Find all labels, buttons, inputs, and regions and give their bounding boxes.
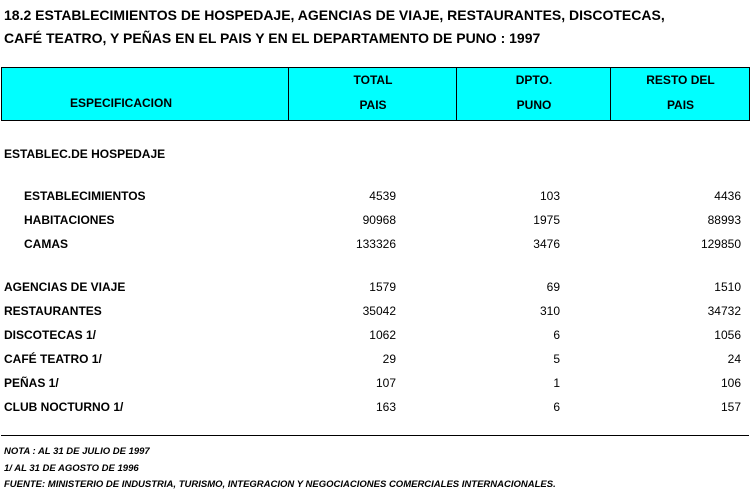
header-especificacion-label: ESPECIFICACION	[70, 96, 173, 110]
table-row	[0, 376, 752, 394]
cell-total: 1579	[369, 280, 396, 294]
header-dpto-line1: DPTO.	[515, 73, 553, 87]
table-header	[1, 67, 750, 121]
cell-puno: 103	[539, 189, 560, 203]
table-row	[0, 280, 752, 298]
table-title-line-2: CAFÉ TEATRO, Y PEÑAS EN EL PAIS Y EN EL DEPARTAMENTO DE PUNO : 1997	[4, 30, 541, 46]
cell-resto: 1056	[714, 328, 741, 342]
cell-resto: 88993	[707, 213, 741, 227]
row-label: DISCOTECAS 1/	[4, 328, 97, 342]
cell-total: 1062	[369, 328, 396, 342]
table-title-line-1: 18.2 ESTABLECIMIENTOS DE HOSPEDAJE, AGENCIAS DE VIAJE, RESTAURANTES, DISCOTECAS,	[4, 7, 665, 23]
cell-resto: 24	[727, 352, 741, 366]
header-resto-line1: RESTO DEL	[646, 73, 715, 87]
cell-puno: 69	[546, 280, 560, 294]
header-total-pais	[288, 68, 457, 120]
header-resto-line2: PAIS	[666, 98, 695, 112]
cell-total: 163	[375, 400, 396, 414]
table-bottom-rule	[1, 435, 749, 436]
table-row	[0, 328, 752, 346]
note-source: FUENTE: MINISTERIO DE INDUSTRIA, TURISMO, INTEGRACION Y NEGOCIACIONES COMERCIALES INTERNACIONALES.	[4, 479, 556, 490]
cell-puno: 6	[553, 400, 560, 414]
note-reference: 1/ AL 31 DE AGOSTO DE 1996	[4, 463, 139, 474]
cell-puno: 6	[553, 328, 560, 342]
header-dpto-puno	[456, 68, 611, 120]
row-label: AGENCIAS DE VIAJE	[4, 280, 126, 294]
table-row	[0, 237, 752, 255]
cell-resto: 4436	[714, 189, 741, 203]
header-resto-pais	[610, 68, 750, 120]
table-row	[0, 189, 752, 207]
cell-puno: 1	[553, 376, 560, 390]
table-row	[0, 352, 752, 370]
cell-resto: 106	[720, 376, 741, 390]
cell-resto: 129850	[700, 237, 741, 251]
row-label: RESTAURANTES	[4, 304, 102, 318]
row-label: PEÑAS 1/	[4, 376, 59, 390]
header-total-line2: PAIS	[359, 98, 387, 112]
cell-puno: 1975	[533, 213, 560, 227]
cell-resto: 34732	[707, 304, 741, 318]
cell-total: 133326	[355, 237, 396, 251]
row-label: ESTABLECIMIENTOS	[24, 189, 146, 203]
cell-total: 90968	[362, 213, 396, 227]
cell-total: 29	[382, 352, 396, 366]
cell-puno: 310	[539, 304, 560, 318]
table-row	[0, 213, 752, 231]
cell-total: 4539	[369, 189, 396, 203]
header-dpto-line2: PUNO	[516, 98, 552, 112]
cell-puno: 3476	[533, 237, 560, 251]
note-date: NOTA : AL 31 DE JULIO DE 1997	[4, 446, 150, 457]
header-especificacion	[2, 68, 288, 120]
section-hospedaje: ESTABLEC.DE HOSPEDAJE	[4, 147, 166, 161]
cell-resto: 157	[720, 400, 741, 414]
table-row	[0, 400, 752, 418]
row-label: CAFÉ TEATRO 1/	[4, 352, 102, 366]
row-label: CLUB NOCTURNO 1/	[4, 400, 124, 414]
cell-total: 35042	[362, 304, 396, 318]
cell-total: 107	[375, 376, 396, 390]
table-row	[0, 304, 752, 322]
cell-puno: 5	[553, 352, 560, 366]
cell-resto: 1510	[714, 280, 741, 294]
row-label: HABITACIONES	[24, 213, 115, 227]
row-label: CAMAS	[24, 237, 68, 251]
header-total-line1: TOTAL	[353, 73, 393, 87]
